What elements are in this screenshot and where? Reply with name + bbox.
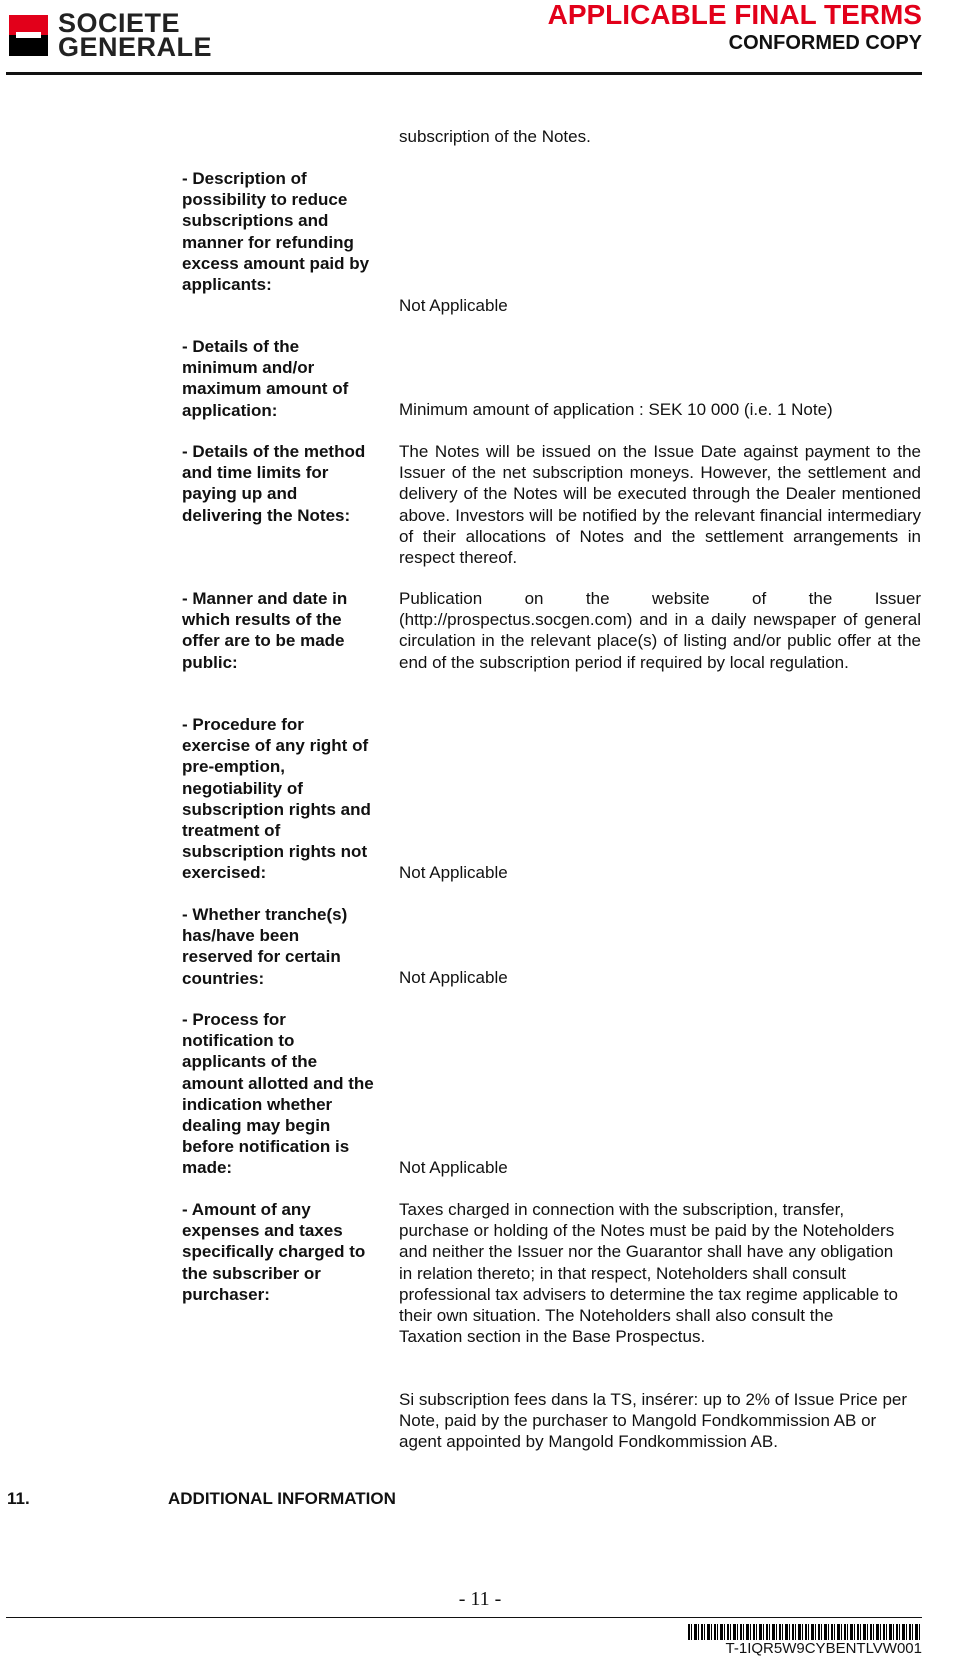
company-logo-text — [58, 8, 213, 62]
section-number: 11. — [7, 1489, 30, 1508]
row-label-results-publication: - Manner and date in which results of the offer are to be made public: — [182, 589, 348, 672]
row-label-reduce-subscriptions: - Description of possibility to reduce subscriptions and manner for refunding excess amount paid by applicants: — [182, 169, 370, 295]
row-label-tranches: - Whether tranche(s) has/have been reserved for certain countries: — [182, 905, 348, 988]
row-value-payment-delivery: The Notes will be issued on the Issue Date against payment to the Issuer of the net subscription moneys. However, the settlement and delivery of the Notes will be executed through the Dealer mentioned above. Investors will be notified by the relevant financial intermediary of their allocations of Notes and the settlement arrangements in respect thereof. — [399, 442, 921, 568]
page-number: - 11 - — [458, 1588, 502, 1610]
societe-generale-logo-icon — [9, 15, 48, 56]
row-value-min-max-amount: Minimum amount of application : SEK 10 000 (i.e. 1 Note) — [399, 400, 833, 419]
header-divider — [6, 72, 922, 75]
logo-line-2: GENERALE — [58, 32, 213, 62]
row-value-results-publication: Publication on the website of the Issuer (http://prospectus.socgen.com) and in a daily newspaper of general circulation in the relevant place(s) of listing and/or public offer at the end of the subscription period if required by local regulation. — [399, 589, 921, 672]
document-subtitle: CONFORMED COPY — [728, 32, 922, 54]
barcode-icon — [688, 1624, 920, 1640]
logo-line-1: SOCIETE — [58, 8, 181, 38]
row-label-min-max-amount: - Details of the minimum and/or maximum amount of application: — [182, 337, 349, 420]
row-value-expenses-taxes: Taxes charged in connection with the subscription, transfer, purchase or holding of the Notes must be paid by the Noteholders and neither the Issuer nor the Guarantor shall have any obligation in relation thereto; in that respect, Noteholders shall consult professional tax advisers to determine the tax regime applicable to their own situation. The Noteholders shall also consult the Taxation section in the Base Prospectus. — [399, 1200, 898, 1347]
document-code: T-1IQR5W9CYBENTLVW001 — [725, 1640, 922, 1657]
row-value-notification-process: Not Applicable — [399, 1158, 508, 1177]
footer-divider — [6, 1617, 922, 1618]
row-value-pre-emption: Not Applicable — [399, 863, 508, 882]
row-value-reduce-subscriptions: Not Applicable — [399, 296, 508, 315]
row-value-continuation: subscription of the Notes. — [399, 127, 591, 146]
row-value-tranches: Not Applicable — [399, 968, 508, 987]
document-title: APPLICABLE FINAL TERMS — [547, 0, 922, 30]
row-label-pre-emption: - Procedure for exercise of any right of pre-emption, negotiability of subscription rights and treatment of subscription rights not exercised: — [182, 715, 371, 883]
row-label-payment-delivery: - Details of the method and time limits for paying up and delivering the Notes: — [182, 442, 366, 525]
row-value-subscription-fees: Si subscription fees dans la TS, insérer: up to 2% of Issue Price per Note, paid by the purchaser to Mangold Fondkommission AB or agent appointed by Mangold Fondkommission AB. — [399, 1390, 908, 1452]
section-title: ADDITIONAL INFORMATION — [168, 1489, 396, 1508]
row-label-expenses-taxes: - Amount of any expenses and taxes specifically charged to the subscriber or purchaser: — [182, 1200, 366, 1304]
row-label-notification-process: - Process for notification to applicants of the amount allotted and the indication whether dealing may begin before notification is made: — [182, 1010, 374, 1178]
